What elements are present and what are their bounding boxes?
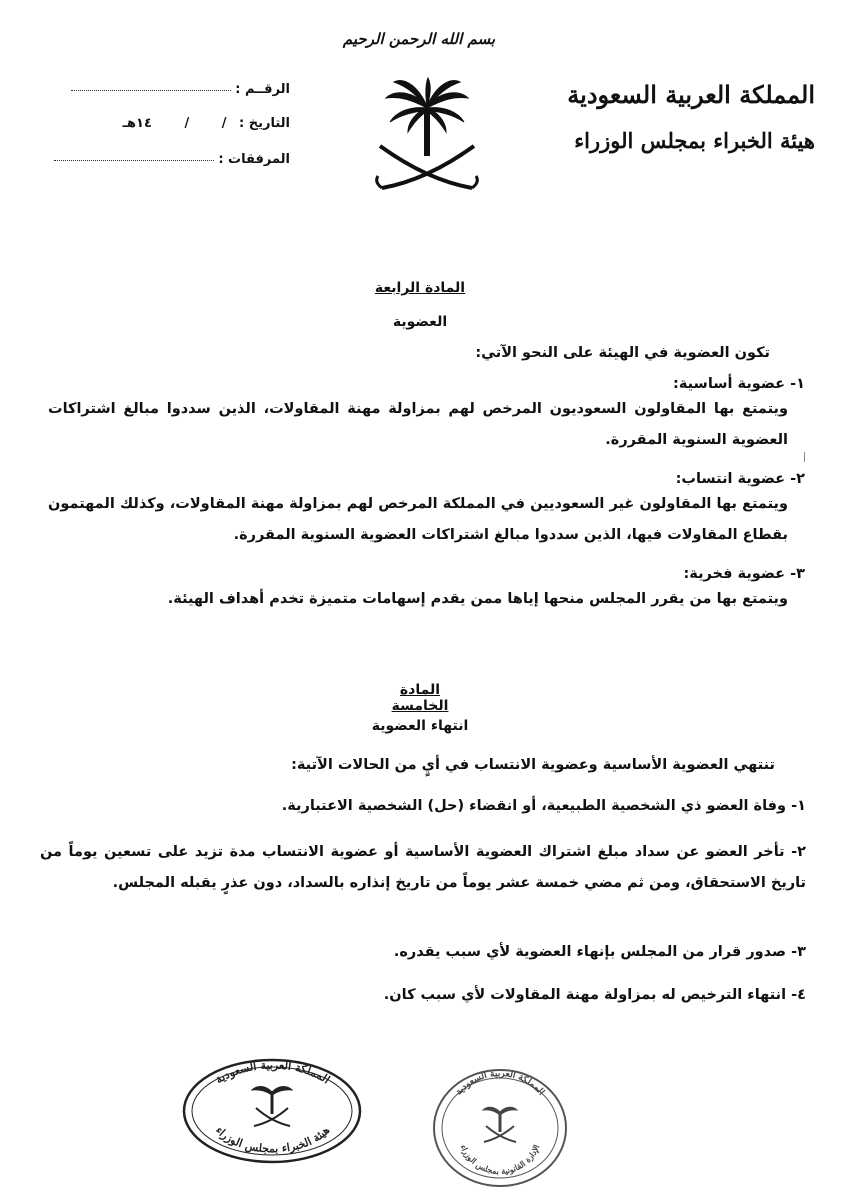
article4-item3-text: ويتمتع بها من يقرر المجلس منحها إياها ممن يقدم إسهامات متميزة تخدم أهداف الهيئة. [167,591,788,607]
svg-text:هيئة الخبراء بمجلس الوزراء [213,1124,332,1156]
left-stamp-outer-text: المملكة العربية السعودية [212,1058,333,1087]
article5-item1: ١- وفاة العضو ذي الشخصية الطبيعية، أو انقضاء (حل) الشخصية الاعتبارية. [281,798,806,814]
right-stamp-outer-text: المملكة العربية السعودية [454,1068,546,1098]
authority-title: هيئة الخبراء بمجلس الوزراء [574,128,815,153]
right-stamp-inner-text: الإدارة القانونية بمجلس الوزراء [458,1143,542,1177]
article5-subtitle: انتهاء العضوية [371,718,469,734]
date-label: التاريخ : [239,116,290,131]
saudi-emblem-icon [372,76,482,196]
article5-item2: ٢- تأخر العضو عن سداد مبلغ اشتراك العضوية الأساسية أو عضوية الانتساب مدة تزيد على تسعين يوماً من تاريخ الاستحقاق، ومن ثم مضي خمسة عشر يوماً من تاريخ إنذاره بالسداد، دون عذرٍ يقبله المجلس. [40,844,806,891]
date-template: / / ١٤هـ [122,116,227,131]
basmala: بسم الله الرحمن الرحيم [342,30,495,48]
article4-item3-title: ٣- عضوية فخرية: [683,566,805,582]
article5-item3: ٣- صدور قرار من المجلس بإنهاء العضوية لأي سبب يقدره. [393,944,806,960]
article4-intro: تكون العضوية في الهيئة على النحو الآتي: [475,345,770,361]
margin-mark [804,452,808,462]
right-stamp-emblem-icon [483,1107,517,1142]
article4-item2-title: ٢- عضوية انتساب: [675,471,805,487]
article5-intro: تنتهي العضوية الأساسية وعضوية الانتساب في أيٍ من الحالات الآتية: [291,757,775,773]
reference-line [71,89,231,91]
official-stamp-left [180,1056,365,1166]
reference-number-field [40,82,290,97]
svg-text:المملكة العربية السعودية [454,1069,547,1098]
article4-title: المادة الرابعة [374,280,466,296]
article4-subtitle: العضوية [392,314,448,330]
article4-item1-title: ١- عضوية أساسية: [673,376,805,392]
article5-title: المادة الخامسة [391,682,449,714]
left-stamp-emblem-icon [252,1087,292,1127]
article5-item4: ٤- انتهاء الترخيص له بمزاولة مهنة المقاولات لأي سبب كان. [383,987,806,1003]
left-stamp-inner-text: هيئة الخبراء بمجلس الوزراء [212,1123,333,1156]
date-field [40,116,290,131]
official-stamp-right [430,1066,570,1190]
svg-text:المملكة العربية السعودية [213,1059,332,1087]
kingdom-title: المملكة العربية السعودية [567,80,815,109]
reference-label: الرقــم : [235,82,290,97]
article4-item1-text: ويتمتع بها المقاولون السعوديون المرخص لهم بمزاولة مهنة المقاولات، الذين سددوا مبالغ اشتراكات العضوية السنوية المقررة. [48,401,788,448]
attachments-line [54,159,214,161]
attachments-field [40,152,290,167]
attachments-label: المرفقات : [218,152,290,167]
article4-item2-text: ويتمتع بها المقاولون غير السعوديين في المملكة المرخص لهم بمزاولة مهنة المقاولات، وكذلك المهتمون بقطاع المقاولات فيها، الذين سددوا مبالغ اشتراكات العضوية السنوية المقررة. [48,496,788,543]
